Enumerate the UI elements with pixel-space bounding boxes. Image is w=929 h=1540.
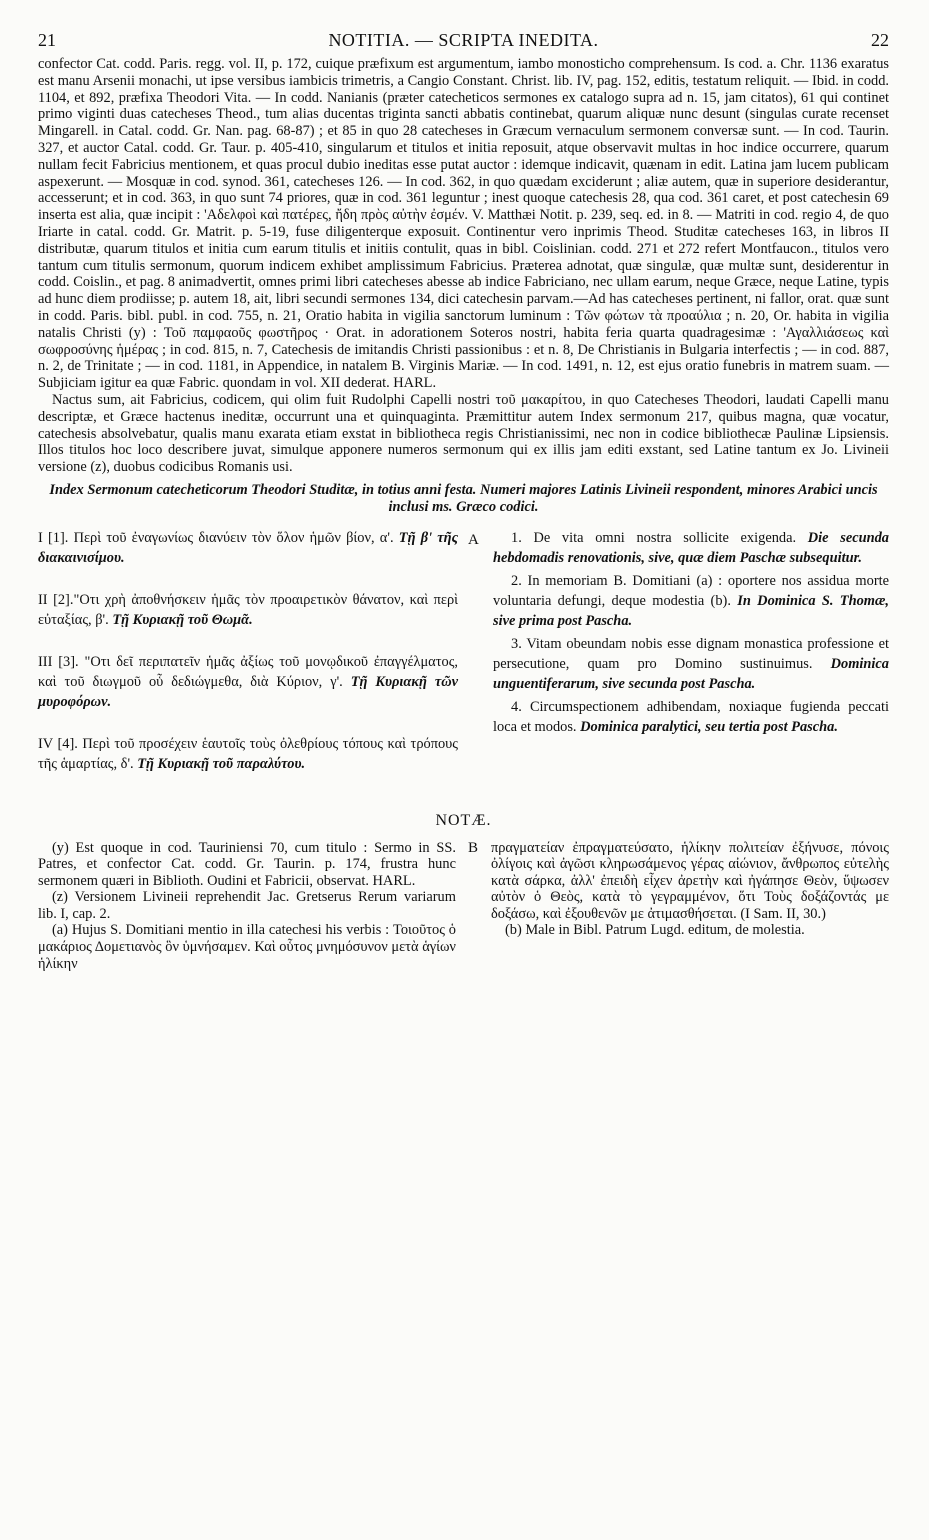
notes-heading: NOTÆ.	[435, 811, 492, 829]
running-title: NOTITIA. — SCRIPTA INEDITA.	[328, 30, 599, 50]
footnotes	[38, 840, 889, 973]
greek-entry: II [2]."Οτι χρὴ ἀποθνήσκειν ἡμᾶς τὸν προαιρετικὸν θάνατον, καὶ περὶ εὐταξίας, β'. Τῇ Κυριακῇ τοῦ Θωμᾶ.	[38, 591, 458, 628]
greek-index-column	[38, 528, 458, 796]
column-marker-a: A	[468, 531, 479, 548]
footnote-y: (y) Est quoque in cod. Tauriniensi 70, cum titulo : Sermo in SS. Patres, et confector Cat. codd. Gr. Taurin. p. 174, frustra hunc sermonem quæri in Biblioth. Oudini et Fabricii, observat. HARL.	[38, 839, 456, 889]
main-text	[38, 56, 889, 476]
paragraph-2: Nactus sum, ait Fabricius, codicem, qui olim fuit Rudolphi Capelli nostri τοῦ μακαρίτου, in quo Catecheses Theodori, laudati Capelli manu descriptæ, et Græce hactenus ineditæ, occurrunt una et quinquaginta. Præmittitur autem Index sermonum 217, quibus magna, quæ vocatur, catechesis absolvebatur, qualis manu exarata etiam exstat in bibliotheca regis Christianissimi, nec non in codice bibliothecæ Paulinæ Lipsiensis. Illos titulos hoc loco describere juvat, simulque apponere numeros sermonum qui ex illis jam editi exstant, sed Latine tantum ex Jo. Livineii versione (z), duobus codicibus Romanis usi.	[38, 391, 889, 476]
page-number-right: 22	[871, 30, 889, 50]
index-title: Index Sermonum catecheticorum Theodori Studitæ, in totius anni festa. Numeri majores Latinis Livineii respondent, minores Arabici uncis inclusi ms. Græco codici.	[49, 481, 878, 515]
index-columns	[38, 528, 889, 796]
greek-entry: IV [4]. Περὶ τοῦ προσέχειν ἑαυτοῖς τοὺς ὀλεθρίους τόπους καὶ τρόπους τῆς ἁμαρτίας, δ'. Τῇ Κυριακῇ τοῦ παραλύτου.	[38, 735, 458, 772]
latin-entry: 1. De vita omni nostra sollicite exigenda. Die secunda hebdomadis renovationis, sive, quæ diem Paschæ subsequitur.	[493, 529, 889, 566]
page-number-left: 21	[38, 30, 56, 50]
greek-entry: III [3]. "Οτι δεῖ περιπατεῖν ἡμᾶς ἀξίως τοῦ μονῳδικοῦ ἐπαγγέλματος, καὶ τοῦ διωγμοῦ οὗ δεδιώγμεθα, διὰ Κύριον, γ'. Τῇ Κυριακῇ τῶν μυροφόρων.	[38, 653, 459, 710]
footnote-z: (z) Versionem Livineii reprehendit Jac. Gretserus Rerum variarum lib. I, cap. 2.	[38, 889, 456, 922]
footnote-a-continued: πραγματείαν ἐπραγματεύσατο, ἡλίκην πολιτείαν ἐξήνυσε, πόνοις ὀλίγοις καὶ ἀγῶσι κληρωσάμενος γέρας αἰώνιον, ἄνθρωπος εὐτελὴς κατὰ σάρκα, ἀλλ' ἐπειδὴ εἶχεν ἀρετὴν καὶ ἠγάπησε Θεὸν, ὕψωσεν αὐτὸν ὁ Θεὸς, κατὰ τὸ γεγραμμένον, ὅτι Τοὺς δοξάζοντάς με δοξάσω, καὶ ἐξουθενῶν με ἀτιμασθήσεται. (I Sam. II, 30.)	[490, 839, 889, 922]
latin-entry: 4. Circumspectionem adhibendam, noxiaque fugienda peccati loca et modos. Dominica paralytici, seu tertia post Pascha.	[493, 698, 889, 735]
latin-entry: 3. Vitam obeundam nobis esse dignam monastica professione et persecutione, quam pro Domino sustinuimus. Dominica unguentiferarum, sive secunda post Pascha.	[493, 635, 889, 692]
footnote-b: (b) Male in Bibl. Patrum Lugd. editum, de molestia.	[504, 922, 805, 939]
footnote-a: (a) Hujus S. Domitiani mentio in illa catechesi his verbis : Τοιοῦτος ὁ μακάριος Δομετιανὸς ὃν ὑμνήσαμεν. Καὶ οὗτος μνημόσυνον μετὰ ἁγίων ἡλίκην	[38, 922, 456, 972]
greek-entry: I [1]. Περὶ τοῦ ἐναγωνίως διανύειν τὸν ὅλον ἡμῶν βίον, α'. Τῇ β' τῆς διακαινισίμου.	[38, 529, 458, 566]
page-header	[38, 30, 889, 56]
latin-index-column	[493, 528, 889, 796]
latin-entry: 2. In memoriam B. Domitiani (a) : oportere nos assidua morte voluntaria defungi, deque modestia (b). In Dominica S. Thomæ, sive prima post Pascha.	[493, 572, 889, 629]
paragraph-1: confector Cat. codd. Paris. regg. vol. II, p. 172, cuique præfixum est argumentum, iambo monosticho comprehensum. Is cod. a. Chr. 1136 exaratus est manu Arsenii monachi, ut ipse versibus iambicis trimetris, a Cangio Constant. Christ. lib. IV, pag. 152, editis, testatum reliquit. — Ibid. in codd. 1104, et 892, præfixa Theodori Vita. — In codd. Nanianis (præter catecheticos sermones ex catalogo supra ad n. 15, jam citatos), 61 qui continet primo viginti duas catecheses Theod., tum alias ducentas triginta sancti abbatis continebat, quarum aliquæ nunc desunt (singulas curate recenset Mingarell. in Catal. codd. Gr. Nan. pag. 68-87) ; et 85 in quo 28 catecheses in Græcum vernaculum sermonem conversæ sunt. — In cod. Taurin. 327, et auctor Catal. codd. Gr. Taur. p. 405-410, singularum et titulos et initia reposuit, atque observavit multas in hoc indice occurrere, quarum nullam fecit Fabricius mentionem, et quas procul dubio ineditas esse putat auctor : idemque indicavit, quænam in edit. Latina jam lucem publicam aspexerunt. — Mosquæ in cod. synod. 361, catecheses 126. — In cod. 362, in quo quædam exciderunt ; aliæ autem, quæ in superiore desiderantur, accesserunt; et in cod. 363, in quo sunt 74 priores, quæ in cod. 361 leguntur ; inest quoque catechesis 28, qua cod. 361 caret, et post catechesin 69 inserta est alia, quæ incipit : 'Αδελφοὶ καὶ πατέρες, ἤδη πρὸς αὐτὴν ἐσμέν. V. Matthæi Notit. p. 239, seq. ed. in 8. — Matriti in cod. regio 4, de quo Iriarte in catal. codd. Gr. Matrit. p. 5-19, fuse diligenterque exposuit. Continentur vero inprimis Theod. Studitæ catecheses 163, in libros II distributæ, quarum titulos et initia cum earum titulis et initiis contulit, quas in bibl. Coislinian. codd. 271 et 272 refert Montfaucon., titulos vero tantum cum titulis sermonum, quorum indicem exhibet amplissimum Fabricius. Præterea adnotat, quæ singulæ, quæ multæ sunt, desiderentur in codd. Coislin., et pag. 8 animadvertit, omnes primi libri catecheses abesse ab indice Fabriciano, nec ullam earum, neque Græce, neque Latine, typis ad hunc diem prodiisse; p. autem 18, ait, libri secundi sermones 134, dici catechesin parvam.—Ad has catecheses pertinent, ni fallor, orat. quæ sunt in codd. Paris. bibl. publ. in cod. 755, n. 21, Oratio habita in vigilia sanctorum luminum : Τῶν φώτων τὰ προαύλια ; n. 20, Or. habita in vigilia natalis Christi (y) : Τοῦ παμφαοῦς φωστῆρος · Orat. in adorationem Soteros nostri, habita feria quarta quadragesimæ : 'Αγαλλιάσεως καὶ σωφροσύνης ἡμέρας ; in cod. 815, n. 7, Catechesis de imitandis Christi passionibus : et n. 8, De Christianis in Bulgaria interfectis ; — in cod. 887, n. 2, de Trinitate ; — in cod. 1181, in Appendice, in natalem B. Virginis Mariæ. — In cod. 1491, n. 12, est ejus oratio funebris in matrem suam. — Subjiciam igitur ea quæ Fabric. quondam in vol. XII dederat. HARL.	[38, 56, 889, 392]
footnotes-right-column	[491, 840, 889, 973]
column-marker-b: B	[468, 839, 479, 856]
footnotes-left-column	[38, 840, 456, 973]
